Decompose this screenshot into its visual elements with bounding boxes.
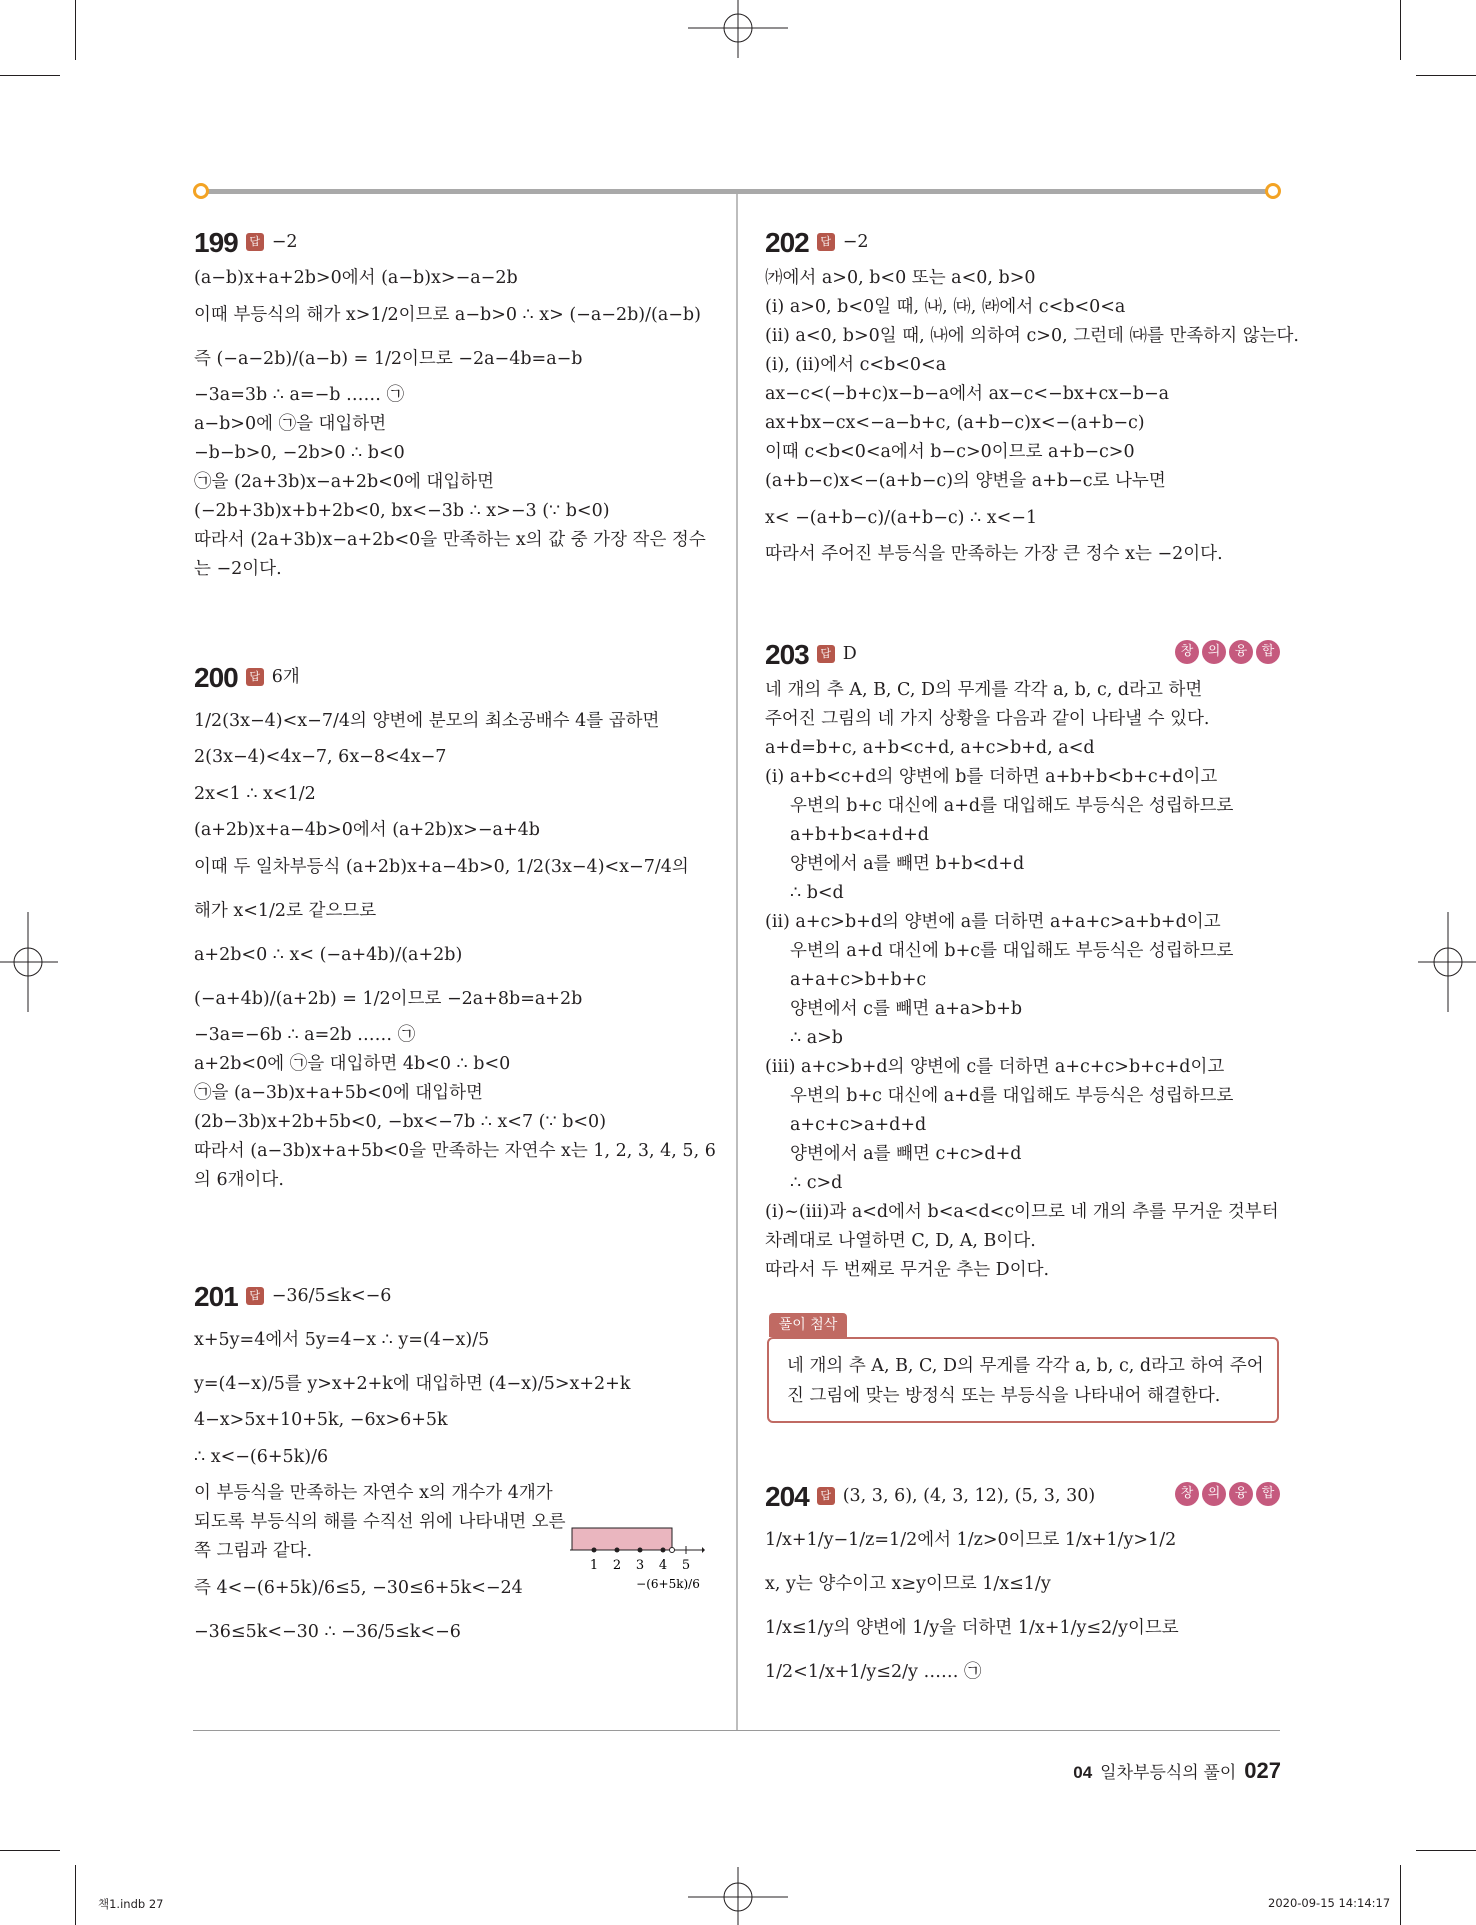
registration-mark: [1416, 912, 1476, 1012]
solution-line: 따라서 (a−3b)x+a+5b<0을 만족하는 자연수 x는 1, 2, 3, 4, 5, 6: [194, 1141, 716, 1161]
solution-line: a+2b<0에 ㉠을 대입하면 4b<0 ∴ b<0: [194, 1054, 511, 1074]
crop-mark: [75, 0, 76, 60]
solution-line: (ⅰ) a+b<c+d의 양변에 b를 더하면 a+b+b<b+c+d이고: [765, 767, 1218, 787]
crop-mark: [1416, 75, 1476, 76]
answer: −36/5≤k<−6: [271, 1285, 392, 1306]
solution-line: a+2b<0 ∴ x< (−a+4b)/(a+2b): [194, 945, 463, 965]
boundary-label: −(6+5k)/6: [636, 1577, 700, 1591]
solution-line: x< −(a+b−c)/(a+b−c) ∴ x<−1: [765, 508, 1038, 528]
solution-region: [572, 1528, 672, 1550]
solution-line: (2b−3b)x+2b+5b<0, −bx<−7b ∴ x<7 (∵ b<0): [194, 1112, 607, 1132]
answer-icon: 답: [246, 668, 264, 686]
solution-line: 차례대로 나열하면 C, D, A, B이다.: [765, 1231, 1036, 1251]
answer-icon: 답: [817, 645, 835, 663]
solution-line: x+5y=4에서 5y=4−x ∴ y=(4−x)/5: [194, 1330, 490, 1350]
solution-line: 1/x+1/y−1/z=1/2에서 1/z>0이므로 1/x+1/y>1/2: [765, 1530, 1177, 1550]
solution-line: (ⅱ) a+c>b+d의 양변에 a를 더하면 a+a+c>a+b+d이고: [765, 912, 1221, 932]
solution-line: a+d=b+c, a+b<c+d, a+c>b+d, a<d: [765, 738, 1095, 758]
solution-line: 1/2<1/x+1/y≤2/y …… ㉠: [765, 1662, 982, 1682]
solution-line: 우변의 a+d 대신에 b+c를 대입해도 부등식은 성립하므로: [790, 941, 1234, 961]
tick-point: [615, 1548, 620, 1553]
axis-arrow: [702, 1547, 705, 1553]
problem-header: [765, 220, 1285, 264]
tip-line: 네 개의 추 A, B, C, D의 무게를 각각 a, b, c, d라고 하여 주어: [787, 1356, 1264, 1376]
answer-icon: 답: [817, 1487, 835, 1505]
solution-line: (ⅰ), (ⅱ)에서 c<b<0<a: [765, 355, 947, 375]
solution-line: −3a=3b ∴ a=−b …… ㉠: [194, 385, 405, 405]
registration-mark: [688, 1865, 788, 1925]
solution-line: ㉠을 (a−3b)x+a+5b<0에 대입하면: [194, 1083, 483, 1103]
tick-label: 4: [658, 1558, 668, 1573]
answer-icon: 답: [246, 233, 264, 251]
crop-mark: [1400, 1865, 1401, 1925]
answer-icon: 답: [246, 1287, 264, 1305]
page-footer: [1073, 1758, 1281, 1784]
problem-header: [194, 655, 714, 699]
answer: −2: [271, 231, 298, 252]
badge: 융: [1229, 640, 1253, 664]
badge: 합: [1256, 640, 1280, 664]
solution-line: 따라서 (2a+3b)x−a+2b<0을 만족하는 x의 값 중 가장 작은 정수: [194, 530, 706, 550]
solution-line: a+b+b<a+d+d: [790, 825, 929, 845]
tick-label: 1: [589, 1558, 599, 1573]
solution-line: 우변의 b+c 대신에 a+d를 대입해도 부등식은 성립하므로: [790, 796, 1234, 816]
solution-line: (−a+4b)/(a+2b) = 1/2이므로 −2a+8b=a+2b: [194, 989, 583, 1009]
problem-number: 204: [765, 1480, 809, 1512]
solution-line: (ⅲ) a+c>b+d의 양변에 c를 더하면 a+c+c>b+c+d이고: [765, 1057, 1225, 1077]
solution-line: 양변에서 a를 빼면 b+b<d+d: [790, 854, 1025, 874]
rule-end-dot: [193, 183, 209, 199]
solution-line: (a+2b)x+a−4b>0에서 (a+2b)x>−a+4b: [194, 820, 540, 840]
solution-line: 이때 부등식의 해가 x>1/2이므로 a−b>0 ∴ x> (−a−2b)/(a−b): [194, 305, 701, 325]
solution-line: 4−x>5x+10+5k, −6x>6+5k: [194, 1410, 448, 1430]
solution-line: ∴ a>b: [790, 1028, 843, 1048]
chapter-title: 일차부등식의 풀이: [1100, 1763, 1237, 1782]
tip-line: 진 그림에 맞는 방정식 또는 부등식을 나타내어 해결한다.: [787, 1386, 1221, 1406]
solution-line: 이때 c<b<0<a에서 b−c>0이므로 a+b−c>0: [765, 442, 1135, 462]
crop-mark: [75, 1865, 76, 1925]
rule-end-dot: [1265, 183, 1281, 199]
crop-mark: [1400, 0, 1401, 60]
open-point: [670, 1548, 675, 1553]
tip-label: 풀이 첨삭: [769, 1313, 847, 1337]
solution-line: a+c+c>a+d+d: [790, 1115, 927, 1135]
tick-point: [661, 1548, 666, 1553]
problem-200: [194, 655, 714, 1195]
problem-number: 199: [194, 226, 238, 258]
solution-line: ∴ b<d: [790, 883, 844, 903]
print-slug-datetime: 2020-09-15 14:14:17: [1268, 1896, 1391, 1910]
problem-number: 201: [194, 1280, 238, 1312]
creative-badges: [1175, 1482, 1280, 1506]
problem-199: [194, 220, 714, 584]
problem-204: [765, 1474, 1280, 1694]
solution-line: ∴ x<−(6+5k)/6: [194, 1447, 329, 1467]
solution-line: 이때 두 일차부등식 (a+2b)x+a−4b>0, 1/2(3x−4)<x−7/4의: [194, 857, 689, 877]
solution-line: 1/x≤1/y의 양변에 1/y을 더하면 1/x+1/y≤2/y이므로: [765, 1618, 1179, 1638]
badge: 의: [1202, 640, 1226, 664]
problem-number: 203: [765, 638, 809, 670]
solution-line: 양변에서 c를 빼면 a+a>b+b: [790, 999, 1023, 1019]
answer: 6개: [271, 666, 300, 687]
problem-202: [765, 220, 1299, 569]
tick-label: 5: [681, 1558, 691, 1573]
solution-line: ㉠을 (2a+3b)x−a+2b<0에 대입하면: [194, 472, 495, 492]
tick-label: 2: [612, 1558, 622, 1573]
solution-line: x, y는 양수이고 x≥y이므로 1/x≤1/y: [765, 1574, 1051, 1594]
tip-box: [767, 1337, 1279, 1423]
print-slug-file: 책1.indb 27: [98, 1897, 164, 1911]
solution-line: 따라서 주어진 부등식을 만족하는 가장 큰 정수 x는 −2이다.: [765, 544, 1223, 564]
problem-203: [765, 632, 1280, 1285]
solution-line: a+a+c>b+b+c: [790, 970, 927, 990]
solution-line: 쪽 그림과 같다.: [194, 1541, 313, 1561]
solution-line: 주어진 그림의 네 가지 상황을 다음과 같이 나타낼 수 있다.: [765, 709, 1210, 729]
page-number: 027: [1244, 1758, 1281, 1783]
solution-line: 따라서 두 번째로 무거운 추는 D이다.: [765, 1260, 1050, 1280]
badge: 창: [1175, 1482, 1199, 1506]
problem-number: 200: [194, 661, 238, 693]
solution-line: 해가 x<1/2로 같으므로: [194, 901, 377, 921]
solution-line: (ⅰ)~(ⅲ)과 a<d에서 b<a<d<c이므로 네 개의 추를 무거운 것부터: [765, 1202, 1279, 1222]
solution-line: 2x<1 ∴ x<1/2: [194, 784, 316, 804]
badge: 창: [1175, 640, 1199, 664]
tick-label: 3: [635, 1558, 645, 1573]
solution-line: ∴ c>d: [790, 1173, 843, 1193]
badge: 합: [1256, 1482, 1280, 1506]
registration-mark: [0, 912, 60, 1012]
solution-line: (ⅱ) a<0, b>0일 때, ㈏에 의하여 c>0, 그런데 ㈐를 만족하지 않는다.: [765, 326, 1299, 346]
solution-line: 양변에서 a를 빼면 c+c>d+d: [790, 1144, 1022, 1164]
number-line-figure: [570, 1526, 705, 1601]
crop-mark: [0, 1850, 60, 1851]
crop-mark: [1416, 1850, 1476, 1851]
bottom-rule: [193, 1730, 1280, 1731]
solution-line: 네 개의 추 A, B, C, D의 무게를 각각 a, b, c, d라고 하면: [765, 680, 1203, 700]
solution-line: (a+b−c)x<−(a+b−c)의 양변을 a+b−c로 나누면: [765, 471, 1166, 491]
solution-line: (ⅰ) a>0, b<0일 때, ㈏, ㈐, ㈑에서 c<b<0<a: [765, 297, 1126, 317]
solution-line: 의 6개이다.: [194, 1170, 284, 1190]
solution-line: 우변의 b+c 대신에 a+d를 대입해도 부등식은 성립하므로: [790, 1086, 1234, 1106]
solution-line: (a−b)x+a+2b>0에서 (a−b)x>−a−2b: [194, 268, 518, 288]
solution-line: 는 −2이다.: [194, 559, 282, 579]
solution-line: 되도록 부등식의 해를 수직선 위에 나타내면 오른: [194, 1512, 566, 1532]
solution-line: −b−b>0, −2b>0 ∴ b<0: [194, 443, 405, 463]
answer: (3, 3, 6), (4, 3, 12), (5, 3, 30): [842, 1485, 1096, 1506]
solution-line: 즉 4<−(6+5k)/6≤5, −30≤6+5k<−24: [194, 1578, 523, 1598]
answer: D: [842, 643, 857, 664]
answer-icon: 답: [817, 233, 835, 251]
solution-line: y=(4−x)/5를 y>x+2+k에 대입하면 (4−x)/5>x+2+k: [194, 1374, 631, 1394]
solution-line: 즉 (−a−2b)/(a−b) = 1/2이므로 −2a−4b=a−b: [194, 349, 583, 369]
badge: 의: [1202, 1482, 1226, 1506]
chapter-number: 04: [1073, 1763, 1093, 1782]
solution-line: ax−c<(−b+c)x−b−a에서 ax−c<−bx+cx−b−a: [765, 384, 1170, 404]
badge: 융: [1229, 1482, 1253, 1506]
solution-line: 1/2(3x−4)<x−7/4의 양변에 분모의 최소공배수 4를 곱하면: [194, 711, 660, 731]
registration-mark: [688, 0, 788, 60]
solution-line: ㈎에서 a>0, b<0 또는 a<0, b>0: [765, 268, 1036, 288]
solution-line: 2(3x−4)<4x−7, 6x−8<4x−7: [194, 747, 447, 767]
creative-badges: [1175, 640, 1280, 664]
problem-number: 202: [765, 226, 809, 258]
crop-mark: [0, 75, 60, 76]
tick-point: [638, 1548, 643, 1553]
problem-header: [194, 1274, 714, 1318]
tick-point: [592, 1548, 597, 1553]
solution-line: ax+bx−cx<−a−b+c, (a+b−c)x<−(a+b−c): [765, 413, 1145, 433]
solution-line: (−2b+3b)x+b+2b<0, bx<−3b ∴ x>−3 (∵ b<0): [194, 501, 610, 521]
solution-line: −36≤5k<−30 ∴ −36/5≤k<−6: [194, 1622, 461, 1642]
problem-header: [194, 220, 714, 264]
column-divider: [736, 194, 738, 1730]
solution-line: 이 부등식을 만족하는 자연수 x의 개수가 4개가: [194, 1483, 553, 1503]
solution-line: −3a=−6b ∴ a=2b …… ㉠: [194, 1025, 416, 1045]
answer: −2: [842, 231, 869, 252]
solution-line: a−b>0에 ㉠을 대입하면: [194, 414, 387, 434]
